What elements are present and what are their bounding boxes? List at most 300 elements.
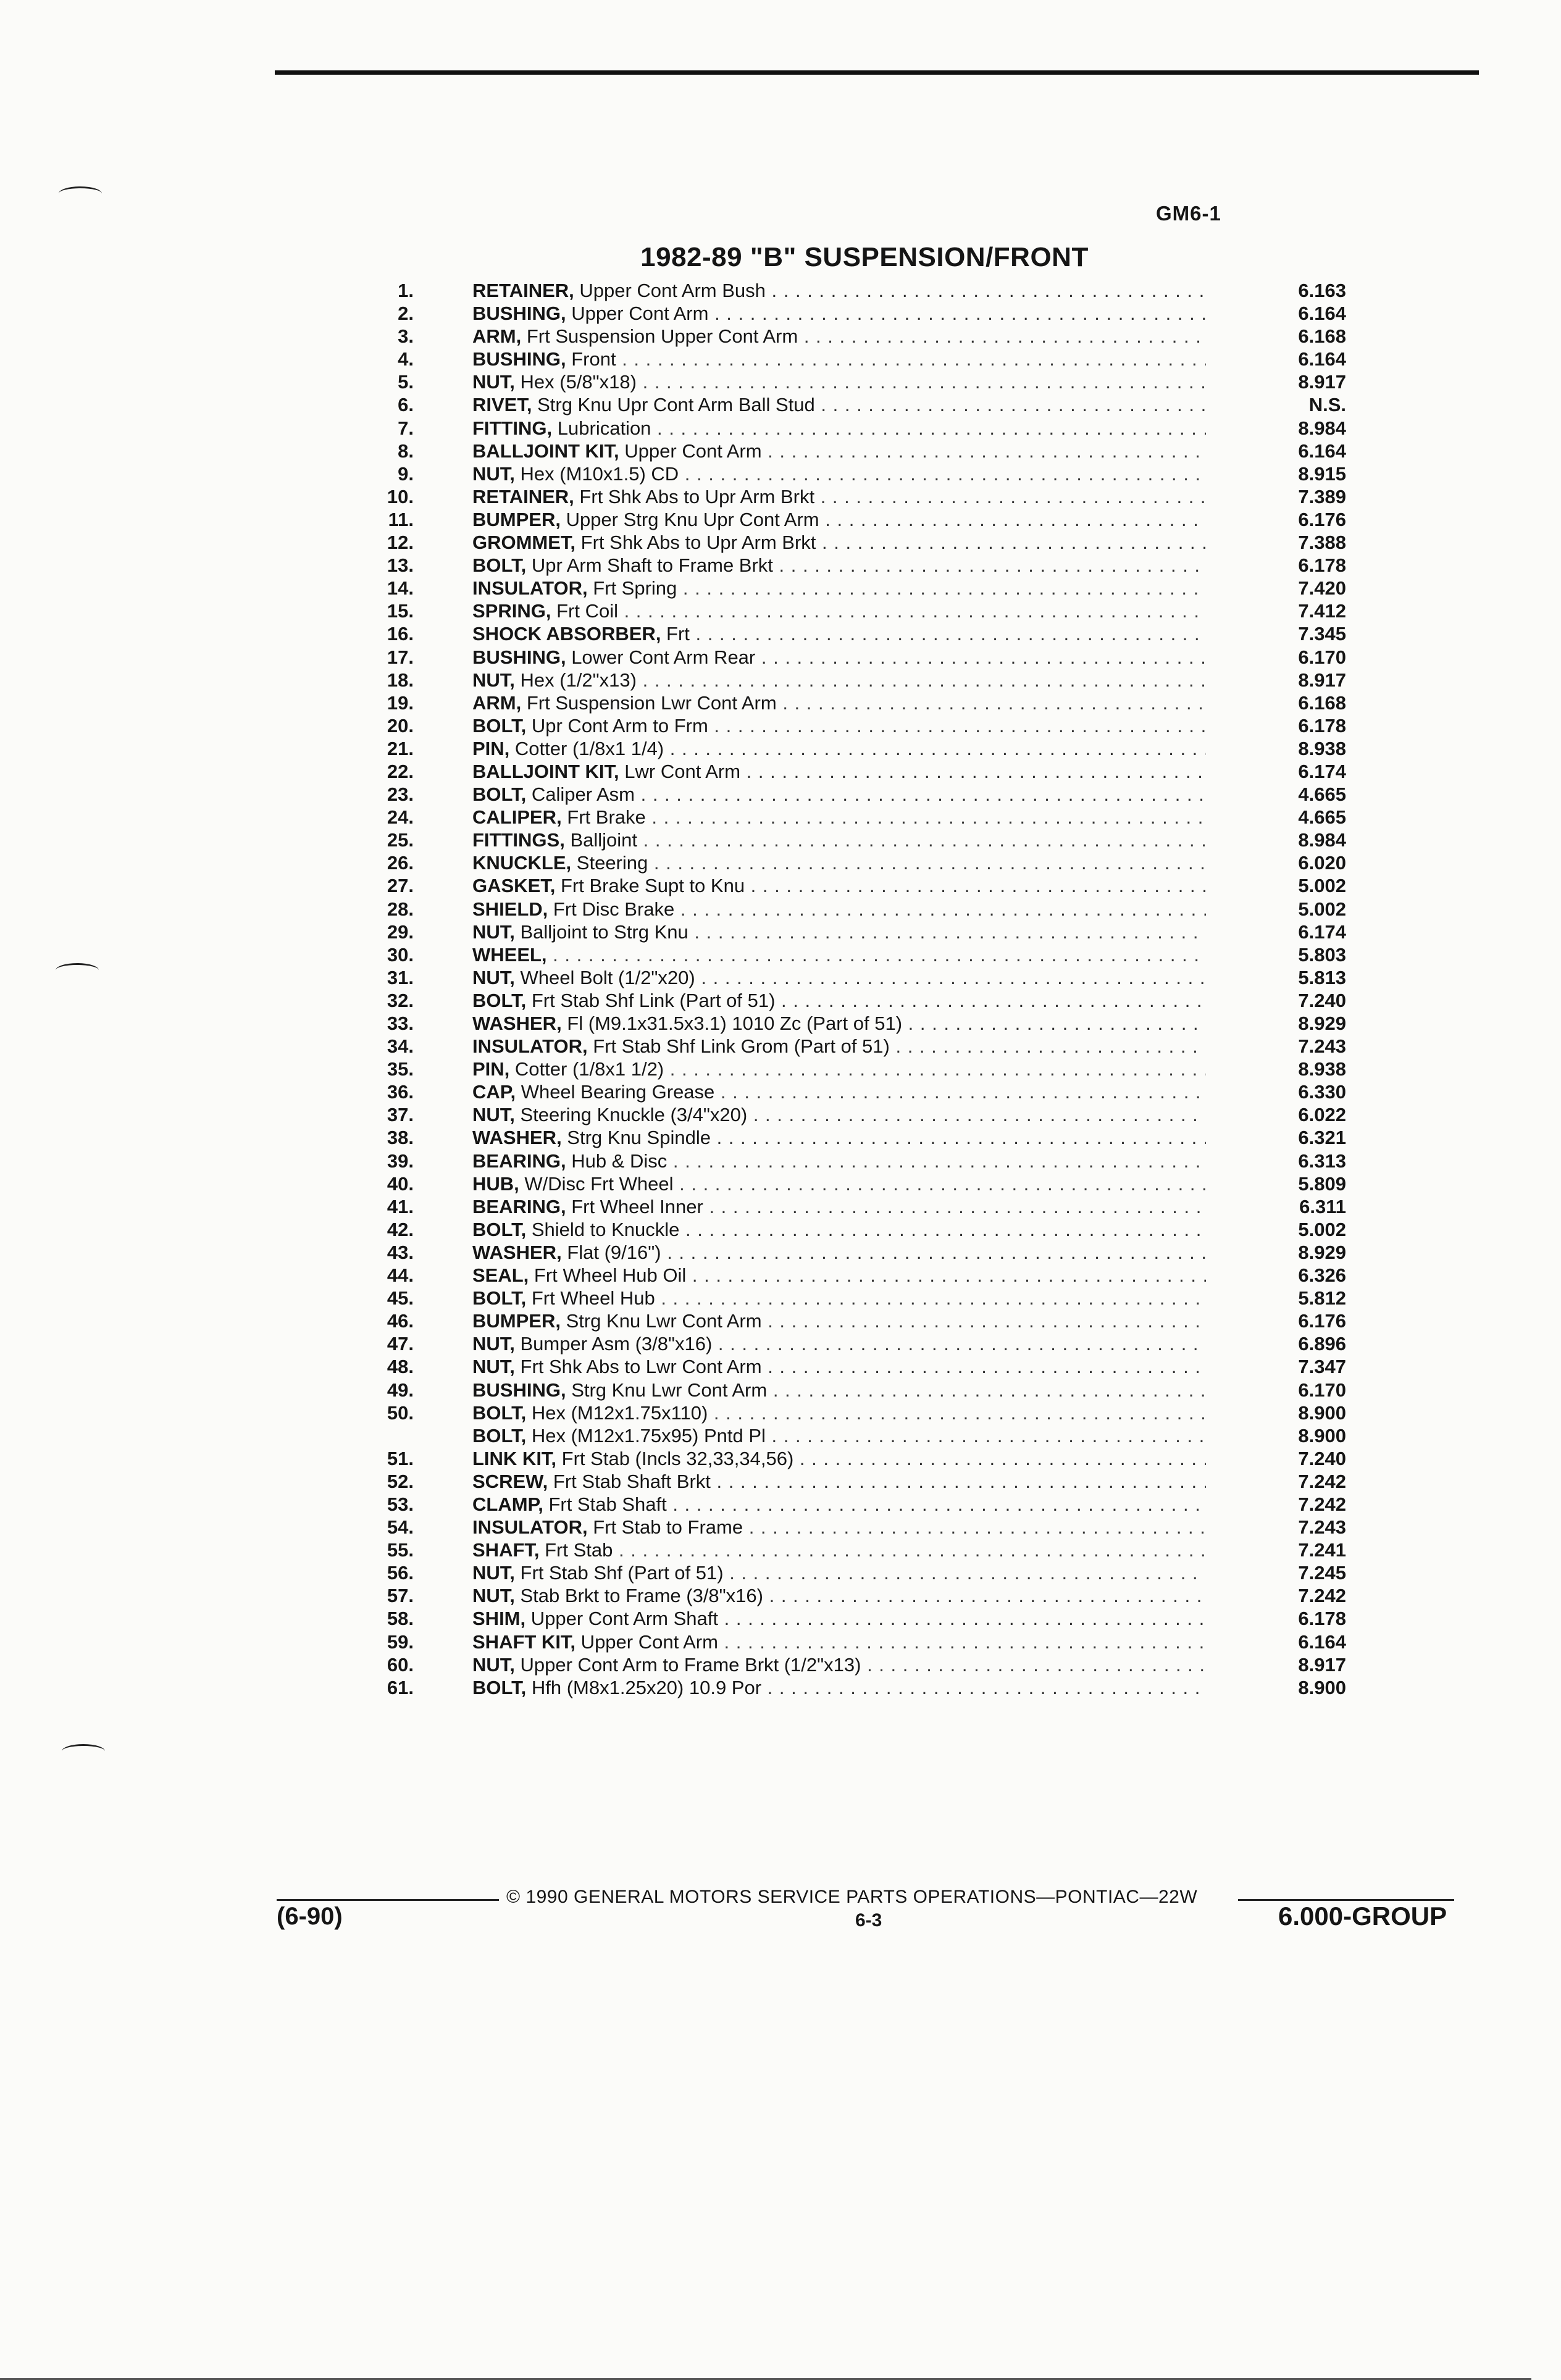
part-detail: Balljoint to Strg Knu xyxy=(514,921,688,943)
part-detail: Upper Cont Arm to Frame Brkt (1/2"x13) xyxy=(514,1653,861,1676)
part-number: 30. xyxy=(387,943,414,966)
part-description xyxy=(472,1241,1206,1264)
part-description xyxy=(472,737,1206,760)
group-code: 7.412 xyxy=(1298,600,1346,622)
part-detail: Frt Stab to Frame xyxy=(587,1516,743,1539)
part-row xyxy=(364,737,1352,760)
part-name: BOLT, xyxy=(472,783,527,806)
part-number: 29. xyxy=(387,921,414,943)
part-description xyxy=(472,485,1206,508)
part-description xyxy=(472,760,1206,783)
part-description xyxy=(472,851,1206,874)
part-row xyxy=(364,599,1352,622)
part-detail: Frt Stab Shf Link Grom (Part of 51) xyxy=(587,1035,890,1058)
group-code: 7.242 xyxy=(1298,1493,1346,1515)
part-description xyxy=(472,1424,1206,1447)
part-number: 47. xyxy=(387,1333,414,1355)
part-row xyxy=(364,485,1352,508)
part-number: 1. xyxy=(398,280,414,301)
part-description xyxy=(472,874,1206,897)
part-name: BOLT, xyxy=(472,989,527,1011)
part-detail: Frt Wheel Hub Oil xyxy=(529,1264,687,1287)
group-code: 6.176 xyxy=(1298,508,1346,530)
part-number: 35. xyxy=(387,1058,414,1080)
part-row xyxy=(364,417,1352,440)
group-code: 4.665 xyxy=(1298,806,1346,829)
part-row xyxy=(364,1172,1352,1195)
part-description xyxy=(472,1493,1206,1516)
part-number: 22. xyxy=(387,760,414,782)
part-row xyxy=(364,440,1352,462)
part-number: 59. xyxy=(387,1631,414,1653)
part-number: 7. xyxy=(398,417,414,439)
part-name: FITTING, xyxy=(472,417,553,439)
part-row xyxy=(364,783,1352,806)
part-detail: Hex (1/2"x13) xyxy=(514,669,637,691)
group-code: 8.900 xyxy=(1298,1401,1346,1424)
group-code: 8.938 xyxy=(1298,737,1346,759)
part-name: BOLT, xyxy=(472,714,527,737)
part-detail: Upper Cont Arm xyxy=(566,303,709,325)
part-description xyxy=(472,1355,1206,1378)
part-detail: Frt Stab Shf Link (Part of 51) xyxy=(526,989,776,1011)
part-number: 32. xyxy=(387,989,414,1011)
part-number: 13. xyxy=(387,554,414,577)
part-name: NUT, xyxy=(472,371,515,393)
group-code: 6.176 xyxy=(1298,1310,1346,1332)
part-number: 10. xyxy=(387,485,414,507)
part-number: 58. xyxy=(387,1608,414,1630)
part-row xyxy=(364,1126,1352,1149)
part-description xyxy=(472,440,1206,462)
part-name: GROMMET, xyxy=(472,532,576,554)
part-name: ARM, xyxy=(472,691,522,714)
part-row xyxy=(364,1058,1352,1080)
part-name: ARM, xyxy=(472,325,522,348)
part-name: INSULATOR, xyxy=(472,1035,588,1058)
part-number: 57. xyxy=(387,1585,414,1607)
part-name: BOLT, xyxy=(472,554,527,577)
part-description xyxy=(472,1126,1206,1149)
part-row xyxy=(364,1676,1352,1699)
page-code: GM6-1 xyxy=(1156,202,1221,225)
part-detail: Balljoint xyxy=(564,829,638,851)
part-row xyxy=(364,1424,1352,1447)
part-detail: Upper Strg Knu Upr Cont Arm xyxy=(560,508,819,530)
part-description xyxy=(472,1035,1206,1058)
part-name: NUT, xyxy=(472,1653,515,1676)
group-code: 7.345 xyxy=(1298,623,1346,645)
part-detail: Frt Spring xyxy=(587,577,677,599)
part-description xyxy=(472,462,1206,485)
group-code: 8.917 xyxy=(1298,1653,1346,1676)
part-description xyxy=(472,599,1206,622)
part-row xyxy=(364,1447,1352,1470)
part-number: 20. xyxy=(387,714,414,737)
group-code: 6.170 xyxy=(1298,1379,1346,1401)
part-detail: Frt Disc Brake xyxy=(548,898,675,920)
part-description xyxy=(472,1653,1206,1676)
part-name: NUT, xyxy=(472,462,515,485)
part-row xyxy=(364,691,1352,714)
part-number: 24. xyxy=(387,806,414,829)
part-name: RIVET, xyxy=(472,394,532,416)
part-description xyxy=(472,943,1206,966)
part-number: 40. xyxy=(387,1172,414,1195)
part-row xyxy=(364,393,1352,416)
part-description xyxy=(472,417,1206,440)
part-row xyxy=(364,325,1352,348)
part-row xyxy=(364,348,1352,370)
part-detail: Fl (M9.1x31.5x3.1) 1010 Zc (Part of 51) xyxy=(561,1013,903,1034)
part-number: 52. xyxy=(387,1470,414,1492)
part-number: 17. xyxy=(387,646,414,668)
part-description xyxy=(472,554,1206,577)
part-description xyxy=(472,829,1206,851)
part-description xyxy=(472,1172,1206,1195)
group-code: 6.170 xyxy=(1298,646,1346,668)
group-code: 7.240 xyxy=(1298,1447,1346,1469)
part-name: CALIPER, xyxy=(472,806,562,829)
part-detail: Lubrication xyxy=(552,417,651,439)
part-row xyxy=(364,943,1352,966)
part-description xyxy=(472,1561,1206,1584)
part-number: 36. xyxy=(387,1081,414,1103)
part-row xyxy=(364,1631,1352,1653)
part-name: WASHER, xyxy=(472,1127,562,1149)
part-row xyxy=(364,1539,1352,1561)
part-number: 61. xyxy=(387,1676,414,1698)
part-detail: Lwr Cont Arm xyxy=(619,760,741,782)
part-description xyxy=(472,1631,1206,1653)
part-name: PIN, xyxy=(472,1058,510,1080)
group-code: 6.164 xyxy=(1298,1631,1346,1653)
part-detail: Frt Stab xyxy=(539,1539,613,1561)
part-description xyxy=(472,1401,1206,1424)
group-code: 6.164 xyxy=(1298,440,1346,462)
margin-mark xyxy=(56,963,99,977)
part-row xyxy=(364,806,1352,829)
footer-rule-left xyxy=(277,1899,499,1901)
part-name: BUSHING, xyxy=(472,303,566,325)
part-description xyxy=(472,669,1206,691)
group-code: 6.163 xyxy=(1298,280,1346,301)
part-detail: Flat (9/16") xyxy=(561,1241,661,1263)
part-name: BUMPER, xyxy=(472,1310,561,1332)
part-detail: Hex (5/8"x18) xyxy=(514,371,637,393)
part-row xyxy=(364,1584,1352,1607)
part-name: BEARING, xyxy=(472,1150,566,1172)
footer-copyright: © 1990 GENERAL MOTORS SERVICE PARTS OPERATIONS—PONTIAC—22W xyxy=(506,1887,1198,1907)
part-name: BOLT, xyxy=(472,1218,527,1240)
part-name: NUT, xyxy=(472,1562,515,1584)
part-name: BALLJOINT KIT, xyxy=(472,440,619,462)
part-detail: Frt Brake Supt to Knu xyxy=(555,875,745,897)
part-row xyxy=(364,1080,1352,1103)
group-code: 5.002 xyxy=(1298,1218,1346,1240)
part-description xyxy=(472,348,1206,370)
part-description xyxy=(472,1539,1206,1561)
part-name: BOLT, xyxy=(472,1424,527,1447)
part-detail: Hfh (M8x1.25x20) 10.9 Por xyxy=(526,1676,762,1698)
part-row xyxy=(364,1012,1352,1035)
group-code: 7.347 xyxy=(1298,1356,1346,1378)
group-code: 6.020 xyxy=(1298,852,1346,874)
part-description xyxy=(472,577,1206,599)
part-name: LINK KIT, xyxy=(472,1447,557,1469)
group-code: 6.168 xyxy=(1298,691,1346,714)
part-name: SHOCK ABSORBER, xyxy=(472,623,661,645)
part-description xyxy=(472,921,1206,943)
part-number: 4. xyxy=(398,348,414,370)
part-detail: Upper Cont Arm xyxy=(619,440,762,462)
group-code: 8.984 xyxy=(1298,829,1346,851)
part-row xyxy=(364,1493,1352,1516)
group-code: 5.803 xyxy=(1298,943,1346,966)
part-name: BALLJOINT KIT, xyxy=(472,760,619,782)
part-detail: Upper Cont Arm xyxy=(575,1631,718,1653)
part-description xyxy=(472,622,1206,645)
footer-group: 6.000-GROUP xyxy=(1278,1902,1447,1931)
group-code: 6.178 xyxy=(1298,1608,1346,1630)
part-description xyxy=(472,1287,1206,1309)
part-detail: Front xyxy=(566,348,616,370)
part-description xyxy=(472,1332,1206,1355)
part-name: WHEEL, xyxy=(472,943,547,966)
part-name: SHIM, xyxy=(472,1608,526,1630)
part-row xyxy=(364,370,1352,393)
part-detail: Strg Knu Upr Cont Arm Ball Stud xyxy=(532,394,815,416)
part-row xyxy=(364,989,1352,1012)
part-description xyxy=(472,646,1206,669)
part-detail: Stab Brkt to Frame (3/8"x16) xyxy=(514,1585,763,1607)
part-description xyxy=(472,325,1206,348)
part-description xyxy=(472,279,1206,302)
part-number: 27. xyxy=(387,875,414,897)
part-row xyxy=(364,577,1352,599)
part-name: SHAFT KIT, xyxy=(472,1631,576,1653)
part-description xyxy=(472,1470,1206,1493)
part-row xyxy=(364,1218,1352,1241)
part-row xyxy=(364,851,1352,874)
part-name: FITTINGS, xyxy=(472,829,565,851)
group-code: 6.330 xyxy=(1298,1081,1346,1103)
part-name: PIN, xyxy=(472,737,510,759)
part-name: WASHER, xyxy=(472,1241,562,1263)
part-number: 26. xyxy=(387,852,414,874)
part-description xyxy=(472,1195,1206,1218)
part-detail: Frt Suspension Lwr Cont Arm xyxy=(521,691,777,714)
part-description xyxy=(472,393,1206,416)
part-number: 3. xyxy=(398,325,414,348)
part-detail: Frt Shk Abs to Upr Arm Brkt xyxy=(574,485,815,507)
part-detail: Strg Knu Lwr Cont Arm xyxy=(566,1379,768,1401)
part-row xyxy=(364,669,1352,691)
part-name: INSULATOR, xyxy=(472,1516,588,1539)
part-number: 50. xyxy=(387,1401,414,1424)
part-number: 21. xyxy=(387,737,414,759)
part-name: NUT, xyxy=(472,1333,515,1355)
part-number: 48. xyxy=(387,1356,414,1378)
part-name: BOLT, xyxy=(472,1287,527,1309)
group-code: 5.002 xyxy=(1298,875,1346,897)
part-number: 53. xyxy=(387,1493,414,1515)
group-code: 6.164 xyxy=(1298,303,1346,325)
group-code: 7.241 xyxy=(1298,1539,1346,1561)
part-row xyxy=(364,1241,1352,1264)
group-code: 6.178 xyxy=(1298,714,1346,737)
part-name: INSULATOR, xyxy=(472,577,588,599)
part-detail: Wheel Bearing Grease xyxy=(516,1081,715,1103)
part-number: 33. xyxy=(387,1013,414,1034)
part-detail: Frt Shk Abs to Lwr Cont Arm xyxy=(514,1356,762,1378)
part-description xyxy=(472,714,1206,737)
group-code: 6.164 xyxy=(1298,348,1346,370)
group-code: 8.917 xyxy=(1298,669,1346,691)
part-number: 31. xyxy=(387,966,414,988)
part-row xyxy=(364,1401,1352,1424)
part-number: 14. xyxy=(387,577,414,599)
part-detail: Frt Stab Shaft xyxy=(543,1493,667,1515)
group-code: 7.242 xyxy=(1298,1585,1346,1607)
part-row xyxy=(364,622,1352,645)
part-name: BOLT, xyxy=(472,1401,527,1424)
part-name: NUT, xyxy=(472,921,515,943)
part-name: CLAMP, xyxy=(472,1493,543,1515)
part-detail: Wheel Bolt (1/2"x20) xyxy=(514,966,695,988)
part-name: BUSHING, xyxy=(472,646,566,668)
part-name: BUSHING, xyxy=(472,1379,566,1401)
group-code: 6.321 xyxy=(1298,1127,1346,1149)
part-detail: Frt Coil xyxy=(551,600,618,622)
part-description xyxy=(472,1447,1206,1470)
group-code: 5.812 xyxy=(1298,1287,1346,1309)
part-detail: Hub & Disc xyxy=(566,1150,668,1172)
part-number: 38. xyxy=(387,1127,414,1149)
group-code: 7.245 xyxy=(1298,1562,1346,1584)
part-number: 5. xyxy=(398,371,414,393)
part-detail: Strg Knu Lwr Cont Arm xyxy=(560,1310,762,1332)
part-row xyxy=(364,508,1352,531)
part-name: BUSHING, xyxy=(472,348,566,370)
margin-mark xyxy=(59,186,102,201)
part-number: 41. xyxy=(387,1195,414,1217)
part-description xyxy=(472,1264,1206,1287)
part-detail: Hex (M12x1.75x110) xyxy=(526,1401,708,1424)
part-number: 51. xyxy=(387,1447,414,1469)
part-name: KNUCKLE, xyxy=(472,852,572,874)
part-description xyxy=(472,898,1206,921)
part-row xyxy=(364,1332,1352,1355)
footer-date: (6-90) xyxy=(277,1903,343,1930)
margin-mark xyxy=(62,1744,105,1758)
group-code: 6.174 xyxy=(1298,760,1346,782)
group-code: 8.984 xyxy=(1298,417,1346,439)
part-detail: Hex (M10x1.5) CD xyxy=(514,462,679,485)
group-code: 6.174 xyxy=(1298,921,1346,943)
group-code: 6.313 xyxy=(1298,1150,1346,1172)
part-number: 49. xyxy=(387,1379,414,1401)
part-description xyxy=(472,1309,1206,1332)
parts-list xyxy=(364,279,1352,1699)
part-number: 39. xyxy=(387,1150,414,1172)
part-name: BOLT, xyxy=(472,1676,527,1698)
part-number: 15. xyxy=(387,600,414,622)
group-code: 6.178 xyxy=(1298,554,1346,577)
group-code: 6.022 xyxy=(1298,1104,1346,1126)
part-description xyxy=(472,1080,1206,1103)
part-row xyxy=(364,646,1352,669)
part-detail: Steering xyxy=(571,852,648,874)
part-number: 28. xyxy=(387,898,414,920)
part-detail: Shield to Knuckle xyxy=(526,1218,680,1240)
part-detail: Frt Brake xyxy=(561,806,646,829)
part-description xyxy=(472,1379,1206,1401)
group-code: 8.915 xyxy=(1298,462,1346,485)
part-name: NUT, xyxy=(472,1104,515,1126)
group-code: 5.002 xyxy=(1298,898,1346,920)
page-title: 1982-89 "B" SUSPENSION/FRONT xyxy=(640,242,1089,272)
part-number: 46. xyxy=(387,1310,414,1332)
part-description xyxy=(472,1218,1206,1241)
part-detail: Frt Shk Abs to Upr Arm Brkt xyxy=(575,532,816,554)
part-detail: Frt xyxy=(661,623,690,645)
group-code: 8.929 xyxy=(1298,1013,1346,1034)
group-code: 7.388 xyxy=(1298,532,1346,554)
group-code: 7.420 xyxy=(1298,577,1346,599)
group-code: 6.168 xyxy=(1298,325,1346,348)
part-description xyxy=(472,783,1206,806)
part-detail: Frt Stab (Incls 32,33,34,56) xyxy=(556,1447,794,1469)
part-row xyxy=(364,554,1352,577)
part-name: NUT, xyxy=(472,966,515,988)
part-description xyxy=(472,1058,1206,1080)
group-code: 7.242 xyxy=(1298,1470,1346,1492)
part-detail: Steering Knuckle (3/4"x20) xyxy=(514,1104,748,1126)
group-code: 5.809 xyxy=(1298,1172,1346,1195)
part-description xyxy=(472,531,1206,554)
group-code: 6.326 xyxy=(1298,1264,1346,1287)
part-row xyxy=(364,302,1352,325)
part-row xyxy=(364,829,1352,851)
part-row xyxy=(364,1309,1352,1332)
part-detail: Frt Wheel Hub xyxy=(526,1287,655,1309)
part-name: RETAINER, xyxy=(472,485,574,507)
part-detail: Frt Suspension Upper Cont Arm xyxy=(521,325,798,348)
part-description xyxy=(472,691,1206,714)
group-code: 7.243 xyxy=(1298,1516,1346,1539)
part-description xyxy=(472,508,1206,531)
group-code: 5.813 xyxy=(1298,966,1346,988)
part-row xyxy=(364,760,1352,783)
group-code: 7.240 xyxy=(1298,989,1346,1011)
part-detail: Cotter (1/8x1 1/2) xyxy=(509,1058,664,1080)
part-name: RETAINER, xyxy=(472,280,574,301)
part-row xyxy=(364,714,1352,737)
part-detail: Frt Stab Shaft Brkt xyxy=(548,1470,711,1492)
group-code: 8.929 xyxy=(1298,1241,1346,1263)
part-description xyxy=(472,370,1206,393)
part-description xyxy=(472,1103,1206,1126)
group-code: 8.900 xyxy=(1298,1424,1346,1447)
part-number: 18. xyxy=(387,669,414,691)
part-name: HUB, xyxy=(472,1172,519,1195)
part-number: 8. xyxy=(398,440,414,462)
part-description xyxy=(472,1607,1206,1630)
part-row xyxy=(364,898,1352,921)
part-row xyxy=(364,874,1352,897)
part-row xyxy=(364,1653,1352,1676)
